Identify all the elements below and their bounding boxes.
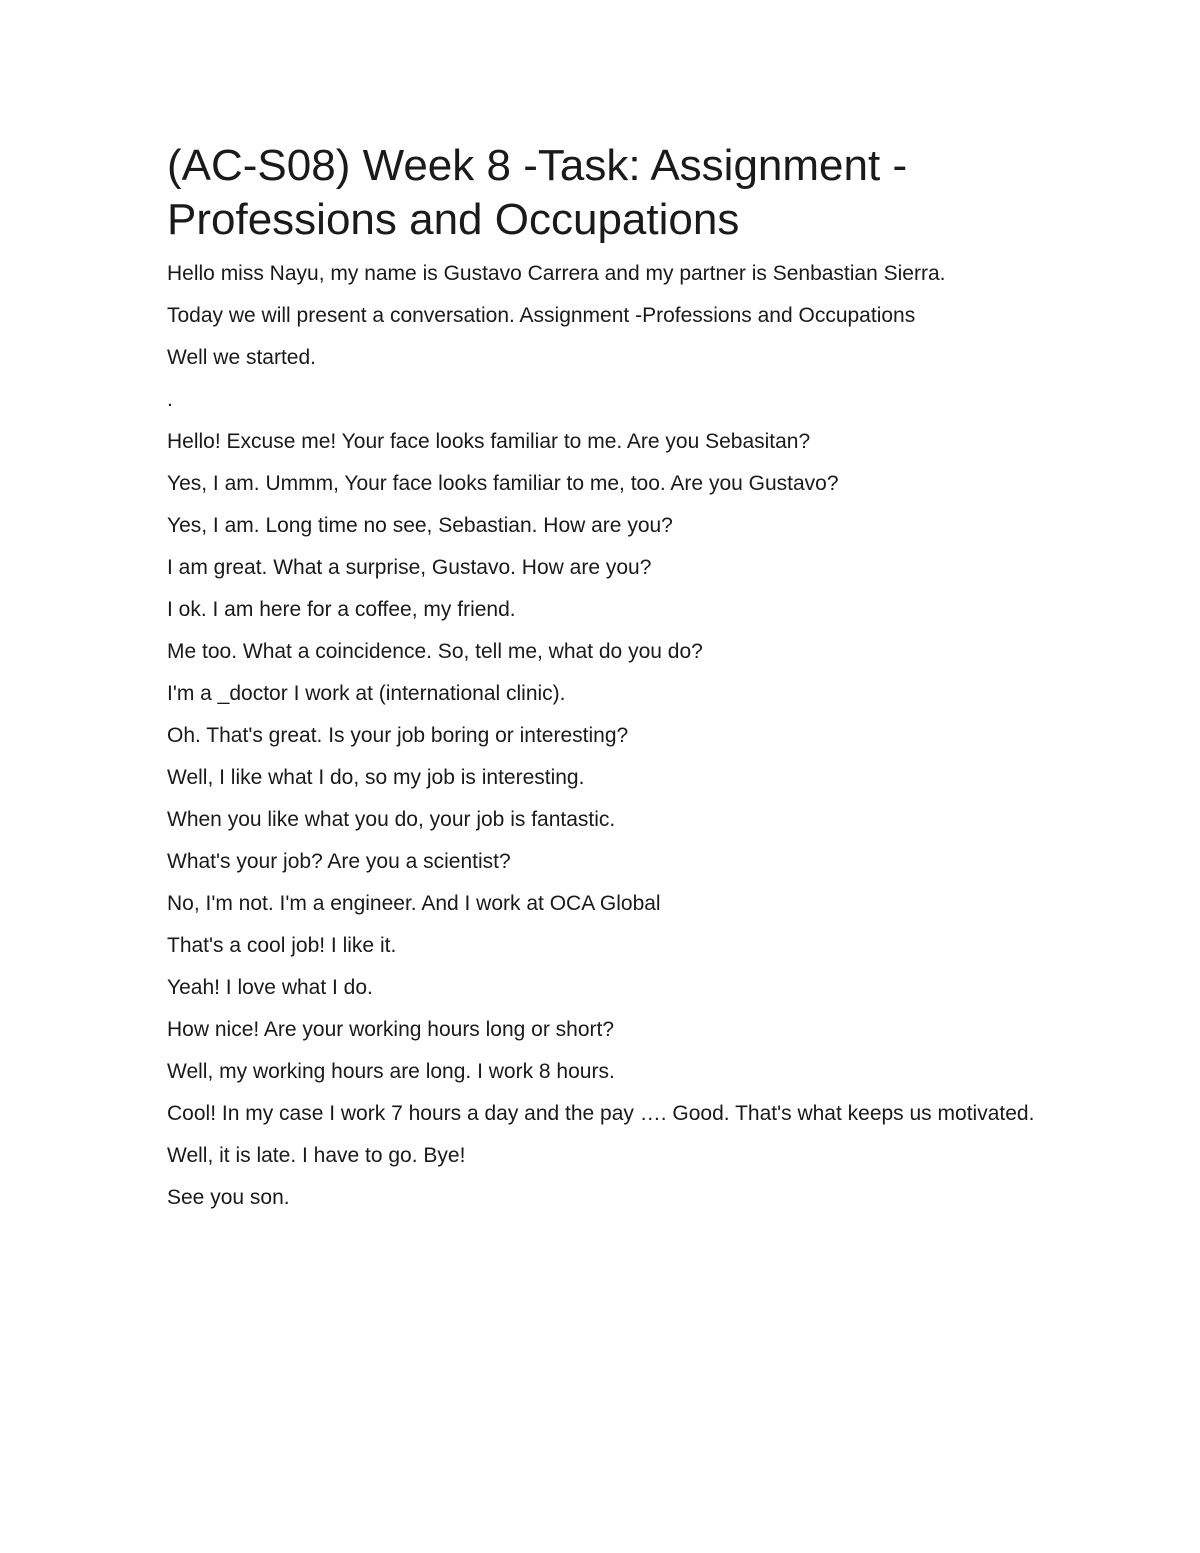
dialogue-line: Well, I like what I do, so my job is interesting. — [167, 766, 585, 789]
paragraph: Today we will present a conversation. Assignment -Professions and Occupations — [167, 304, 916, 327]
dialogue-line: Me too. What a coincidence. So, tell me, what do you do? — [167, 640, 703, 663]
dialogue-line: I am great. What a surprise, Gustavo. How are you? — [167, 556, 652, 579]
dialogue-line: Well, my working hours are long. I work 8 hours. — [167, 1060, 615, 1083]
dialogue-line: Hello! Excuse me! Your face looks familiar to me. Are you Sebasitan? — [167, 430, 811, 453]
dialogue-line: Well, it is late. I have to go. Bye! — [167, 1144, 466, 1167]
document-title: (AC-S08) Week 8 -Task: Assignment -Professions and Occupations — [167, 141, 908, 244]
dialogue-line: No, I'm not. I'm a engineer. And I work at OCA Global — [167, 892, 661, 915]
dialogue-line: Yeah! I love what I do. — [167, 976, 373, 999]
dialogue-line: When you like what you do, your job is fantastic. — [167, 808, 616, 831]
dialogue-line: Yes, I am. Long time no see, Sebastian. How are you? — [167, 514, 673, 537]
dialogue-line: That's a cool job! I like it. — [167, 934, 397, 957]
dialogue-line: Oh. That's great. Is your job boring or interesting? — [167, 724, 629, 747]
dialogue-line: Yes, I am. Ummm, Your face looks familiar to me, too. Are you Gustavo? — [167, 472, 839, 495]
paragraph: Hello miss Nayu, my name is Gustavo Carrera and my partner is Senbastian Sierra. — [167, 262, 946, 285]
dialogue-line: I ok. I am here for a coffee, my friend. — [167, 598, 516, 621]
document-body — [167, 139, 1047, 1227]
dialogue-line: How nice! Are your working hours long or short? — [167, 1018, 615, 1041]
paragraph: . — [167, 388, 173, 411]
dialogue-line: What's your job? Are you a scientist? — [167, 850, 511, 873]
dialogue-line: Cool! In my case I work 7 hours a day and the pay …. Good. That's what keeps us motivated. — [167, 1102, 1035, 1125]
dialogue-line: See you son. — [167, 1186, 290, 1209]
dialogue-line: I'm a _doctor I work at (international clinic). — [167, 682, 566, 705]
paragraph: Well we started. — [167, 346, 316, 369]
